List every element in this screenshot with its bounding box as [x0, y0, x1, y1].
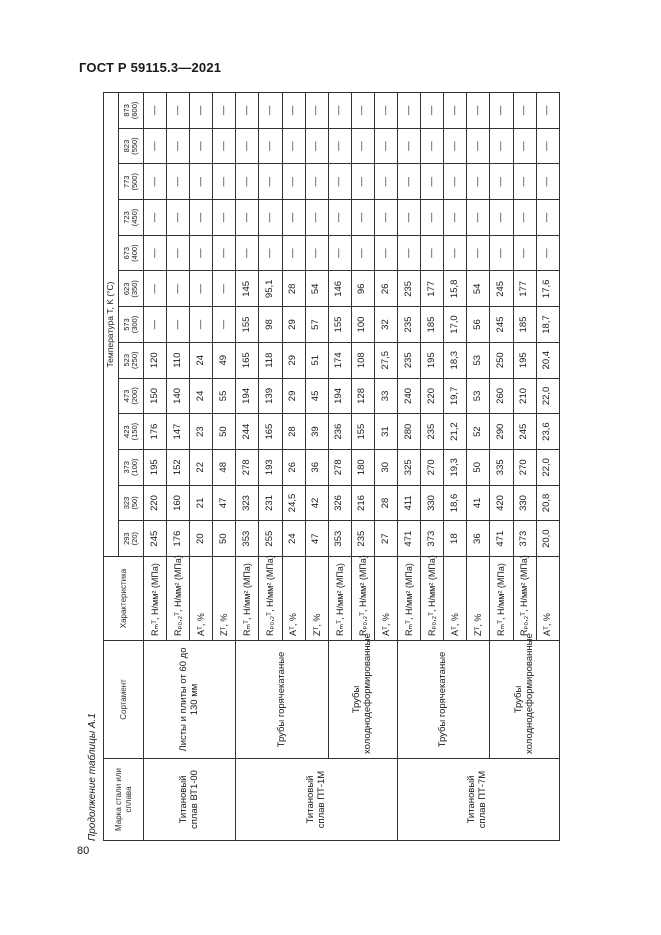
value-cell: 155 [236, 307, 259, 343]
value-cell: — [144, 307, 167, 343]
value-cell: 280 [398, 414, 421, 450]
value-cell: 30 [374, 449, 397, 485]
value-cell: — [282, 128, 305, 164]
value-cell: 18,7 [536, 307, 559, 343]
value-cell: 128 [351, 378, 374, 414]
rotated-table-region [87, 91, 607, 841]
value-cell: 210 [513, 378, 536, 414]
value-cell: 19,7 [444, 378, 467, 414]
value-cell: 24 [190, 378, 213, 414]
value-cell: 41 [467, 485, 490, 521]
value-cell: — [467, 235, 490, 271]
temperature-column-header: 623 (350) [119, 271, 144, 307]
value-cell: 147 [167, 414, 190, 450]
value-cell: 36 [467, 521, 490, 557]
product-column-header: Сортамент [104, 641, 144, 759]
value-cell: 22,0 [536, 449, 559, 485]
value-cell: 235 [398, 307, 421, 343]
grade-column-header: Марка стали или сплава [104, 759, 144, 841]
value-cell: 220 [144, 485, 167, 521]
value-cell: — [167, 164, 190, 200]
temperature-column-header: 773 (500) [119, 164, 144, 200]
product-cell: Листы и плиты от 60 до 130 мм [144, 641, 236, 759]
value-cell: — [467, 128, 490, 164]
characteristic-cell: Rₚ₀,₂ᵀ, Н/мм² (МПа) [259, 557, 282, 641]
temperature-column-header: 573 (300) [119, 307, 144, 343]
value-cell: 24,5 [282, 485, 305, 521]
temperature-column-header: 423 (150) [119, 414, 144, 450]
characteristic-cell: Aᵀ, % [374, 557, 397, 641]
value-cell: — [167, 93, 190, 129]
value-cell: 194 [328, 378, 351, 414]
characteristic-cell: Rₚ₀,₂ᵀ, Н/мм² (МПа) [167, 557, 190, 641]
value-cell: 353 [236, 521, 259, 557]
value-cell: 32 [374, 307, 397, 343]
value-cell: 45 [305, 378, 328, 414]
value-cell: — [351, 235, 374, 271]
value-cell: — [444, 200, 467, 236]
page-number: 80 [77, 845, 90, 857]
characteristic-cell: Rₘᵀ, Н/мм² (МПа) [398, 557, 421, 641]
temperature-column-header: 323 (50) [119, 485, 144, 521]
value-cell: 18 [444, 521, 467, 557]
value-cell: — [213, 271, 236, 307]
value-cell: 353 [328, 521, 351, 557]
value-cell: 216 [351, 485, 374, 521]
value-cell: 245 [490, 307, 513, 343]
value-cell: 193 [259, 449, 282, 485]
value-cell: 195 [144, 449, 167, 485]
value-cell: — [282, 235, 305, 271]
value-cell: 270 [513, 449, 536, 485]
value-cell: 139 [259, 378, 282, 414]
value-cell: 335 [490, 449, 513, 485]
table-caption: Продолжение таблицы А.1 [87, 713, 98, 841]
characteristic-cell: Zᵀ, % [213, 557, 236, 641]
value-cell: 250 [490, 342, 513, 378]
value-cell: 236 [328, 414, 351, 450]
value-cell: 145 [236, 271, 259, 307]
value-cell: 20,4 [536, 342, 559, 378]
characteristic-cell: Rₚ₀,₂ᵀ, Н/мм² (МПа) [513, 557, 536, 641]
value-cell: 195 [513, 342, 536, 378]
value-cell: — [144, 271, 167, 307]
grade-cell: Титановый сплав ВТ1-00 [144, 759, 236, 841]
value-cell: 231 [259, 485, 282, 521]
value-cell: — [236, 200, 259, 236]
characteristic-cell: Aᵀ, % [444, 557, 467, 641]
characteristic-cell: Aᵀ, % [190, 557, 213, 641]
value-cell: 323 [236, 485, 259, 521]
value-cell: — [444, 164, 467, 200]
characteristic-cell: Rₘᵀ, Н/мм² (МПа) [236, 557, 259, 641]
value-cell: 194 [236, 378, 259, 414]
characteristic-cell: Rₘᵀ, Н/мм² (МПа) [144, 557, 167, 641]
temperature-column-header: 293 (20) [119, 521, 144, 557]
table-row [490, 93, 513, 841]
value-cell: — [351, 128, 374, 164]
value-cell: — [444, 93, 467, 129]
value-cell: 150 [144, 378, 167, 414]
value-cell: 53 [467, 378, 490, 414]
value-cell: — [213, 200, 236, 236]
value-cell: — [536, 93, 559, 129]
temperature-column-header: 523 (250) [119, 342, 144, 378]
table-row [144, 93, 167, 841]
value-cell: — [513, 93, 536, 129]
value-cell: 56 [467, 307, 490, 343]
value-cell: 245 [490, 271, 513, 307]
value-cell: 28 [374, 485, 397, 521]
value-cell: 235 [398, 342, 421, 378]
value-cell: — [421, 128, 444, 164]
value-cell: — [398, 164, 421, 200]
value-cell: 27,5 [374, 342, 397, 378]
value-cell: — [167, 235, 190, 271]
value-cell: — [282, 93, 305, 129]
value-cell: — [236, 93, 259, 129]
value-cell: — [536, 235, 559, 271]
value-cell: 17,6 [536, 271, 559, 307]
value-cell: — [167, 200, 190, 236]
value-cell: 235 [398, 271, 421, 307]
value-cell: — [144, 235, 167, 271]
table-row [236, 93, 259, 841]
value-cell: 325 [398, 449, 421, 485]
value-cell: — [167, 271, 190, 307]
value-cell: 260 [490, 378, 513, 414]
value-cell: 235 [421, 414, 444, 450]
value-cell: 270 [421, 449, 444, 485]
temperature-column-header: 823 (550) [119, 128, 144, 164]
characteristic-cell: Zᵀ, % [305, 557, 328, 641]
value-cell: — [190, 307, 213, 343]
value-cell: — [144, 200, 167, 236]
value-cell: — [236, 235, 259, 271]
value-cell: 33 [374, 378, 397, 414]
value-cell: 330 [421, 485, 444, 521]
value-cell: — [190, 235, 213, 271]
value-cell: 50 [213, 521, 236, 557]
value-cell: — [421, 164, 444, 200]
table-row [328, 93, 351, 841]
value-cell: — [144, 93, 167, 129]
characteristic-cell: Rₚ₀,₂ᵀ, Н/мм² (МПа) [421, 557, 444, 641]
temperature-column-header: 373 (100) [119, 449, 144, 485]
value-cell: 18,3 [444, 342, 467, 378]
value-cell: — [490, 164, 513, 200]
value-cell: 50 [213, 414, 236, 450]
value-cell: 411 [398, 485, 421, 521]
value-cell: 95,1 [259, 271, 282, 307]
product-cell: Трубы холоднодеформированные [490, 641, 559, 759]
temperature-column-header: 473 (200) [119, 378, 144, 414]
value-cell: 110 [167, 342, 190, 378]
value-cell: 177 [421, 271, 444, 307]
value-cell: — [374, 164, 397, 200]
value-cell: 245 [144, 521, 167, 557]
value-cell: — [213, 235, 236, 271]
value-cell: — [328, 200, 351, 236]
value-cell: — [190, 271, 213, 307]
value-cell: 29 [282, 307, 305, 343]
value-cell: 39 [305, 414, 328, 450]
value-cell: 146 [328, 271, 351, 307]
value-cell: — [259, 164, 282, 200]
value-cell: 17,0 [444, 307, 467, 343]
value-cell: 21,2 [444, 414, 467, 450]
value-cell: — [421, 93, 444, 129]
value-cell: — [328, 93, 351, 129]
value-cell: — [190, 93, 213, 129]
value-cell: 155 [328, 307, 351, 343]
value-cell: — [490, 128, 513, 164]
value-cell: 15,8 [444, 271, 467, 307]
value-cell: 54 [467, 271, 490, 307]
value-cell: 220 [421, 378, 444, 414]
value-cell: 51 [305, 342, 328, 378]
value-cell: — [398, 200, 421, 236]
value-cell: 195 [421, 342, 444, 378]
value-cell: 52 [467, 414, 490, 450]
value-cell: 20,0 [536, 521, 559, 557]
value-cell: 373 [421, 521, 444, 557]
value-cell: 54 [305, 271, 328, 307]
value-cell: — [305, 200, 328, 236]
value-cell: 36 [305, 449, 328, 485]
value-cell: — [513, 200, 536, 236]
grade-cell: Титановый сплав ПТ-7М [398, 759, 560, 841]
value-cell: 155 [351, 414, 374, 450]
value-cell: — [328, 235, 351, 271]
value-cell: 96 [351, 271, 374, 307]
value-cell: — [213, 93, 236, 129]
document-title: ГОСТ Р 59115.3—2021 [79, 60, 222, 75]
value-cell: — [467, 164, 490, 200]
value-cell: — [305, 164, 328, 200]
value-cell: 185 [421, 307, 444, 343]
value-cell: — [467, 200, 490, 236]
value-cell: 26 [374, 271, 397, 307]
value-cell: — [398, 235, 421, 271]
value-cell: — [167, 307, 190, 343]
value-cell: 278 [328, 449, 351, 485]
product-cell: Трубы холоднодеформированные [328, 641, 397, 759]
value-cell: 290 [490, 414, 513, 450]
value-cell: 19,3 [444, 449, 467, 485]
value-cell: 176 [144, 414, 167, 450]
value-cell: 47 [305, 521, 328, 557]
value-cell: 22,0 [536, 378, 559, 414]
value-cell: — [236, 164, 259, 200]
value-cell: — [421, 200, 444, 236]
value-cell: — [374, 93, 397, 129]
header-row [104, 93, 119, 841]
value-cell: 57 [305, 307, 328, 343]
value-cell: — [213, 307, 236, 343]
value-cell: — [282, 164, 305, 200]
value-cell: — [190, 128, 213, 164]
value-cell: — [213, 164, 236, 200]
value-cell: 165 [259, 414, 282, 450]
value-cell: — [536, 128, 559, 164]
value-cell: 330 [513, 485, 536, 521]
value-cell: — [513, 235, 536, 271]
value-cell: 29 [282, 342, 305, 378]
value-cell: — [282, 200, 305, 236]
value-cell: 18,6 [444, 485, 467, 521]
value-cell: 471 [398, 521, 421, 557]
value-cell: 23,6 [536, 414, 559, 450]
value-cell: 278 [236, 449, 259, 485]
value-cell: 373 [513, 521, 536, 557]
value-cell: — [236, 128, 259, 164]
value-cell: — [513, 128, 536, 164]
value-cell: 255 [259, 521, 282, 557]
value-cell: — [421, 235, 444, 271]
value-cell: — [144, 128, 167, 164]
value-cell: 100 [351, 307, 374, 343]
value-cell: — [513, 164, 536, 200]
value-cell: 185 [513, 307, 536, 343]
landscape-page-content [87, 91, 607, 841]
value-cell: — [490, 93, 513, 129]
value-cell: — [351, 200, 374, 236]
table-row [398, 93, 421, 841]
value-cell: — [190, 200, 213, 236]
value-cell: 29 [282, 378, 305, 414]
properties-table [103, 92, 560, 841]
value-cell: 23 [190, 414, 213, 450]
value-cell: 174 [328, 342, 351, 378]
value-cell: — [213, 128, 236, 164]
value-cell: 245 [513, 414, 536, 450]
value-cell: 177 [513, 271, 536, 307]
temperature-column-header: 723 (450) [119, 200, 144, 236]
temperature-column-header: 873 (600) [119, 93, 144, 129]
value-cell: — [328, 128, 351, 164]
value-cell: 108 [351, 342, 374, 378]
value-cell: — [444, 235, 467, 271]
value-cell: 24 [190, 342, 213, 378]
value-cell: 26 [282, 449, 305, 485]
characteristic-cell: Zᵀ, % [467, 557, 490, 641]
value-cell: 24 [282, 521, 305, 557]
value-cell: 471 [490, 521, 513, 557]
value-cell: 28 [282, 271, 305, 307]
value-cell: — [259, 128, 282, 164]
value-cell: 47 [213, 485, 236, 521]
value-cell: — [259, 235, 282, 271]
value-cell: 28 [282, 414, 305, 450]
value-cell: — [490, 235, 513, 271]
value-cell: 140 [167, 378, 190, 414]
temperature-header: Температура T, K (°C) [104, 93, 119, 557]
characteristic-column-header: Характеристика [104, 557, 144, 641]
value-cell: 22 [190, 449, 213, 485]
characteristic-cell: Aᵀ, % [536, 557, 559, 641]
value-cell: 326 [328, 485, 351, 521]
characteristic-cell: Rₘᵀ, Н/мм² (МПа) [490, 557, 513, 641]
value-cell: — [374, 128, 397, 164]
grade-cell: Титановый сплав ПТ-1М [236, 759, 398, 841]
value-cell: 50 [467, 449, 490, 485]
value-cell: — [374, 200, 397, 236]
value-cell: 180 [351, 449, 374, 485]
value-cell: — [328, 164, 351, 200]
value-cell: — [144, 164, 167, 200]
value-cell: — [398, 93, 421, 129]
value-cell: — [374, 235, 397, 271]
value-cell: 120 [144, 342, 167, 378]
value-cell: 165 [236, 342, 259, 378]
value-cell: — [398, 128, 421, 164]
value-cell: — [536, 164, 559, 200]
value-cell: — [536, 200, 559, 236]
value-cell: 27 [374, 521, 397, 557]
characteristic-cell: Rₘᵀ, Н/мм² (МПа) [328, 557, 351, 641]
value-cell: — [190, 164, 213, 200]
value-cell: — [351, 164, 374, 200]
value-cell: 31 [374, 414, 397, 450]
value-cell: 244 [236, 414, 259, 450]
value-cell: — [259, 200, 282, 236]
value-cell: 53 [467, 342, 490, 378]
product-cell: Трубы горячекатаные [236, 641, 328, 759]
value-cell: 55 [213, 378, 236, 414]
value-cell: — [305, 128, 328, 164]
value-cell: — [259, 93, 282, 129]
value-cell: 176 [167, 521, 190, 557]
value-cell: 118 [259, 342, 282, 378]
value-cell: — [167, 128, 190, 164]
value-cell: — [467, 93, 490, 129]
value-cell: 20 [190, 521, 213, 557]
value-cell: 42 [305, 485, 328, 521]
value-cell: 240 [398, 378, 421, 414]
value-cell: 160 [167, 485, 190, 521]
value-cell: — [490, 200, 513, 236]
product-cell: Трубы горячекатаные [398, 641, 490, 759]
characteristic-cell: Rₚ₀,₂ᵀ, Н/мм² (МПа) [351, 557, 374, 641]
value-cell: — [351, 93, 374, 129]
value-cell: — [444, 128, 467, 164]
value-cell: — [305, 93, 328, 129]
value-cell: — [305, 235, 328, 271]
value-cell: 235 [351, 521, 374, 557]
value-cell: 49 [213, 342, 236, 378]
temperature-column-header: 673 (400) [119, 235, 144, 271]
value-cell: 420 [490, 485, 513, 521]
characteristic-cell: Aᵀ, % [282, 557, 305, 641]
value-cell: 152 [167, 449, 190, 485]
value-cell: 20,8 [536, 485, 559, 521]
value-cell: 98 [259, 307, 282, 343]
value-cell: 48 [213, 449, 236, 485]
value-cell: 21 [190, 485, 213, 521]
